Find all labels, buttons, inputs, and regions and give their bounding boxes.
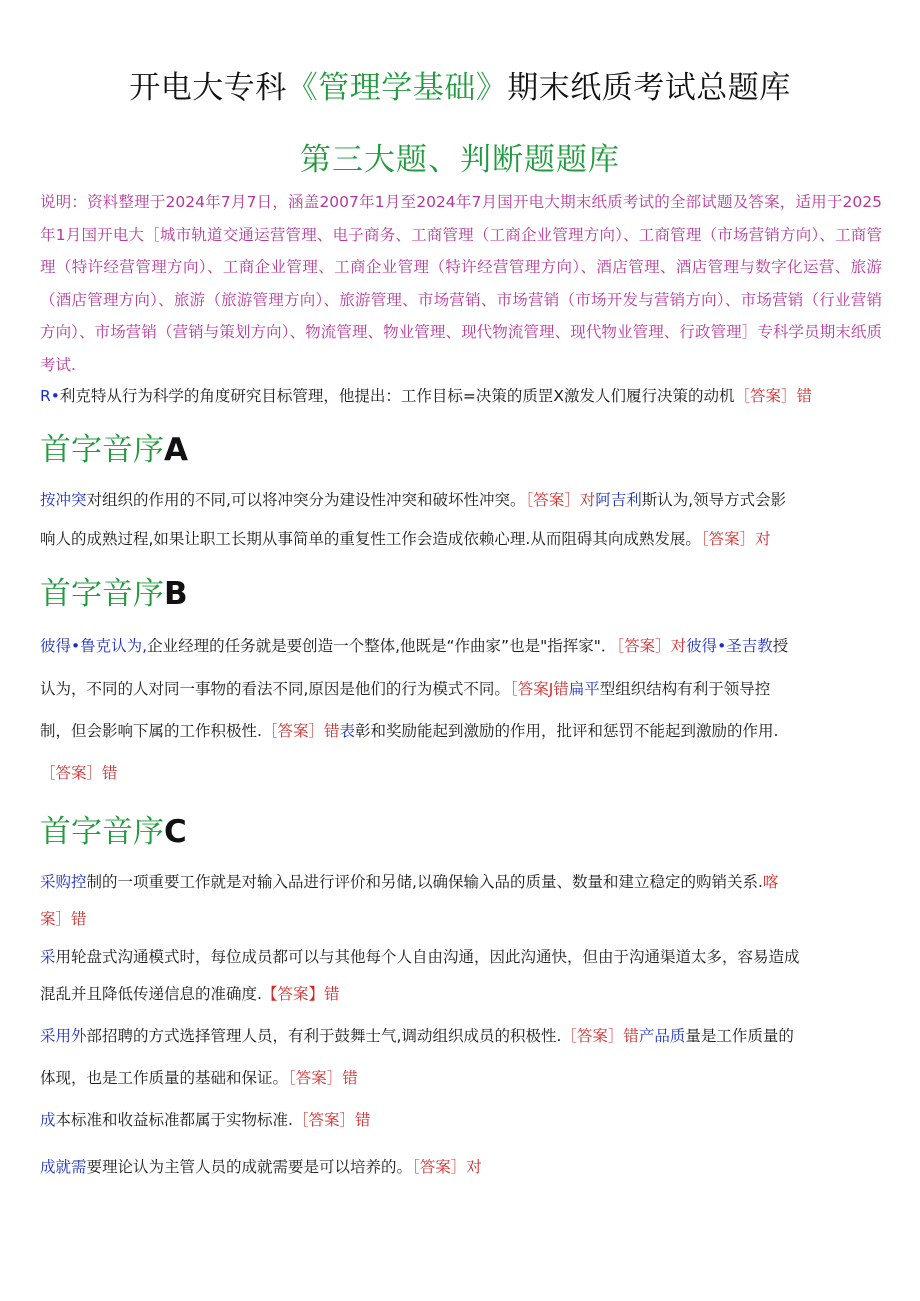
description-note: 说明：资料整理于2024年7月7日，涵盖2007年1月至2024年7月国开电大期末纸质考试的全部试题及答案，适用于2025年1月国开电大［城市轨道交通运营管理、电子商务、工商管理（工商企业管理方向）、工商管理（市场营销方向）、工商管理（特许经营管理方向）、工商企业管理、工商企业管理（特许经营管理方向）、酒店管理、酒店管理与数字化运营、旅游（酒店管理方向）、旅游（旅游管理方向）、旅游管理、市场营销、市场营销（市场开发与营销方向）、市场营销（行业营销方向）、市场营销（营销与策划方向）、物流管理、物业管理、现代物流管理、现代物业管理、行政管理］专科学员期末纸质考试. bbox=[40, 193, 882, 374]
question-text: 授 bbox=[772, 637, 789, 655]
answer-label: ［答案］错 bbox=[40, 764, 118, 782]
question-lead: 彼得•鲁克认为, bbox=[40, 637, 148, 655]
answer-label: ［答案］错 bbox=[561, 1027, 639, 1045]
question-lead: 彼得•圣吉教 bbox=[686, 637, 773, 655]
question-lead: 成就需 bbox=[40, 1158, 87, 1176]
intro-question bbox=[40, 384, 882, 408]
question-lead: 采 bbox=[40, 948, 56, 966]
question-text: 用轮盘式沟通模式时，每位成员都可以与其他每个人自由沟通，因此沟通快，但由于沟通渠道太多，容易造成 bbox=[55, 948, 800, 966]
section-c-line-1 bbox=[40, 870, 882, 894]
section-heading-b: 首字音序B bbox=[40, 576, 188, 612]
question-text: 响人的成熟过程,如果让职工长期从事简单的重复性工作会造成依赖心理.从而阻碍其向成熟发展。 bbox=[40, 530, 701, 548]
answer-label: ［答案］错 bbox=[734, 387, 813, 405]
title-suffix: 期末纸质考试总题库 bbox=[507, 70, 791, 106]
question-text: 本标准和收益标准都属于实物标准. bbox=[55, 1111, 293, 1129]
question-text: 彰和奖励能起到激励的作用，批评和惩罚不能起到激励的作用. bbox=[354, 722, 779, 740]
answer-label: ［答案］错 bbox=[288, 1069, 358, 1087]
section-b-line-4 bbox=[40, 761, 882, 785]
section-c-line-6 bbox=[40, 1066, 882, 1090]
section-b-line-1 bbox=[40, 634, 882, 658]
question-lead: 采用外 bbox=[40, 1027, 87, 1045]
answer-label: 【答案】错 bbox=[261, 985, 340, 1003]
question-lead: 表 bbox=[339, 722, 355, 740]
page-title bbox=[0, 62, 920, 107]
question-text: 量是工作质量的 bbox=[685, 1027, 794, 1045]
section-b-line-3 bbox=[40, 719, 882, 743]
section-c-line-7 bbox=[40, 1108, 882, 1132]
title-prefix: 开电大专科 bbox=[129, 70, 287, 106]
section-a-line-1 bbox=[40, 488, 882, 512]
question-lead: 成 bbox=[40, 1111, 56, 1129]
question-text: 部招聘的方式选择管理人员，有利于鼓舞士气,调动组织成员的积极性. bbox=[86, 1027, 562, 1045]
question-text: 制，但会影响下属的工作积极性. bbox=[40, 722, 262, 740]
answer-label: ［答案］错 bbox=[261, 722, 340, 740]
answer-label: ［答案］对 bbox=[616, 637, 687, 655]
question-text: 混乱并且降低传递信息的准确度. bbox=[40, 985, 262, 1003]
question-lead: 按冲突 bbox=[40, 491, 87, 509]
section-c-line-4 bbox=[40, 982, 882, 1006]
question-text: 型组织结构有利于领导控 bbox=[599, 680, 771, 698]
answer-label: ［答案］对 bbox=[700, 530, 771, 548]
section-c-line-8 bbox=[40, 1155, 882, 1179]
answer-label: 案］错 bbox=[40, 910, 87, 928]
answer-label: ［答案］错 bbox=[292, 1111, 371, 1129]
question-lead: 阿吉利 bbox=[595, 491, 642, 509]
section-subtitle: 第三大题、判断题题库 bbox=[300, 142, 620, 178]
section-a-line-2 bbox=[40, 527, 882, 551]
title-course: 《管理学基础》 bbox=[286, 70, 508, 106]
question-text: 认为，不同的人对同一事物的看法不同,原因是他们的行为模式不同。 bbox=[40, 680, 510, 698]
question-lead: 扁平 bbox=[568, 680, 600, 698]
section-c-line-5 bbox=[40, 1024, 882, 1048]
section-b-line-2 bbox=[40, 677, 882, 701]
answer-label: 喀 bbox=[762, 873, 779, 891]
question-text: 体现，也是工作质量的基础和保证。 bbox=[40, 1069, 289, 1087]
question-text: 利克特从行为科学的角度研究目标管理，他提出：工作目标=决策的质罡X激发人们履行决策的动机 bbox=[59, 387, 735, 405]
question-text: 对组织的作用的不同,可以将冲突分为建设性冲突和破坏性冲突。 bbox=[86, 491, 526, 509]
section-c-line-3 bbox=[40, 945, 882, 969]
question-lead: 采购控 bbox=[40, 873, 87, 891]
answer-label: ［答案］对 bbox=[412, 1158, 482, 1176]
question-text: 斯认为,领导方式会影 bbox=[641, 491, 787, 509]
section-heading-c: 首字音序C bbox=[40, 814, 187, 850]
section-heading-a: 首字音序A bbox=[40, 432, 188, 468]
answer-label: ［答案］对 bbox=[525, 491, 596, 509]
answer-label: ［答案J错 bbox=[509, 680, 569, 698]
question-text: 要理论认为主管人员的成就需要是可以培养的。 bbox=[86, 1158, 413, 1176]
question-text: 企业经理的任务就是要创造一个整体,他既是“作曲家”也是"指挥家"． bbox=[147, 637, 617, 655]
question-lead: R• bbox=[40, 387, 60, 405]
question-text: 制的一项重要工作就是对输入品进行评价和另储,以确保输入品的质量、数量和建立稳定的购销关系. bbox=[86, 873, 763, 891]
question-lead: 产品质 bbox=[638, 1027, 686, 1045]
section-c-line-2 bbox=[40, 907, 882, 931]
